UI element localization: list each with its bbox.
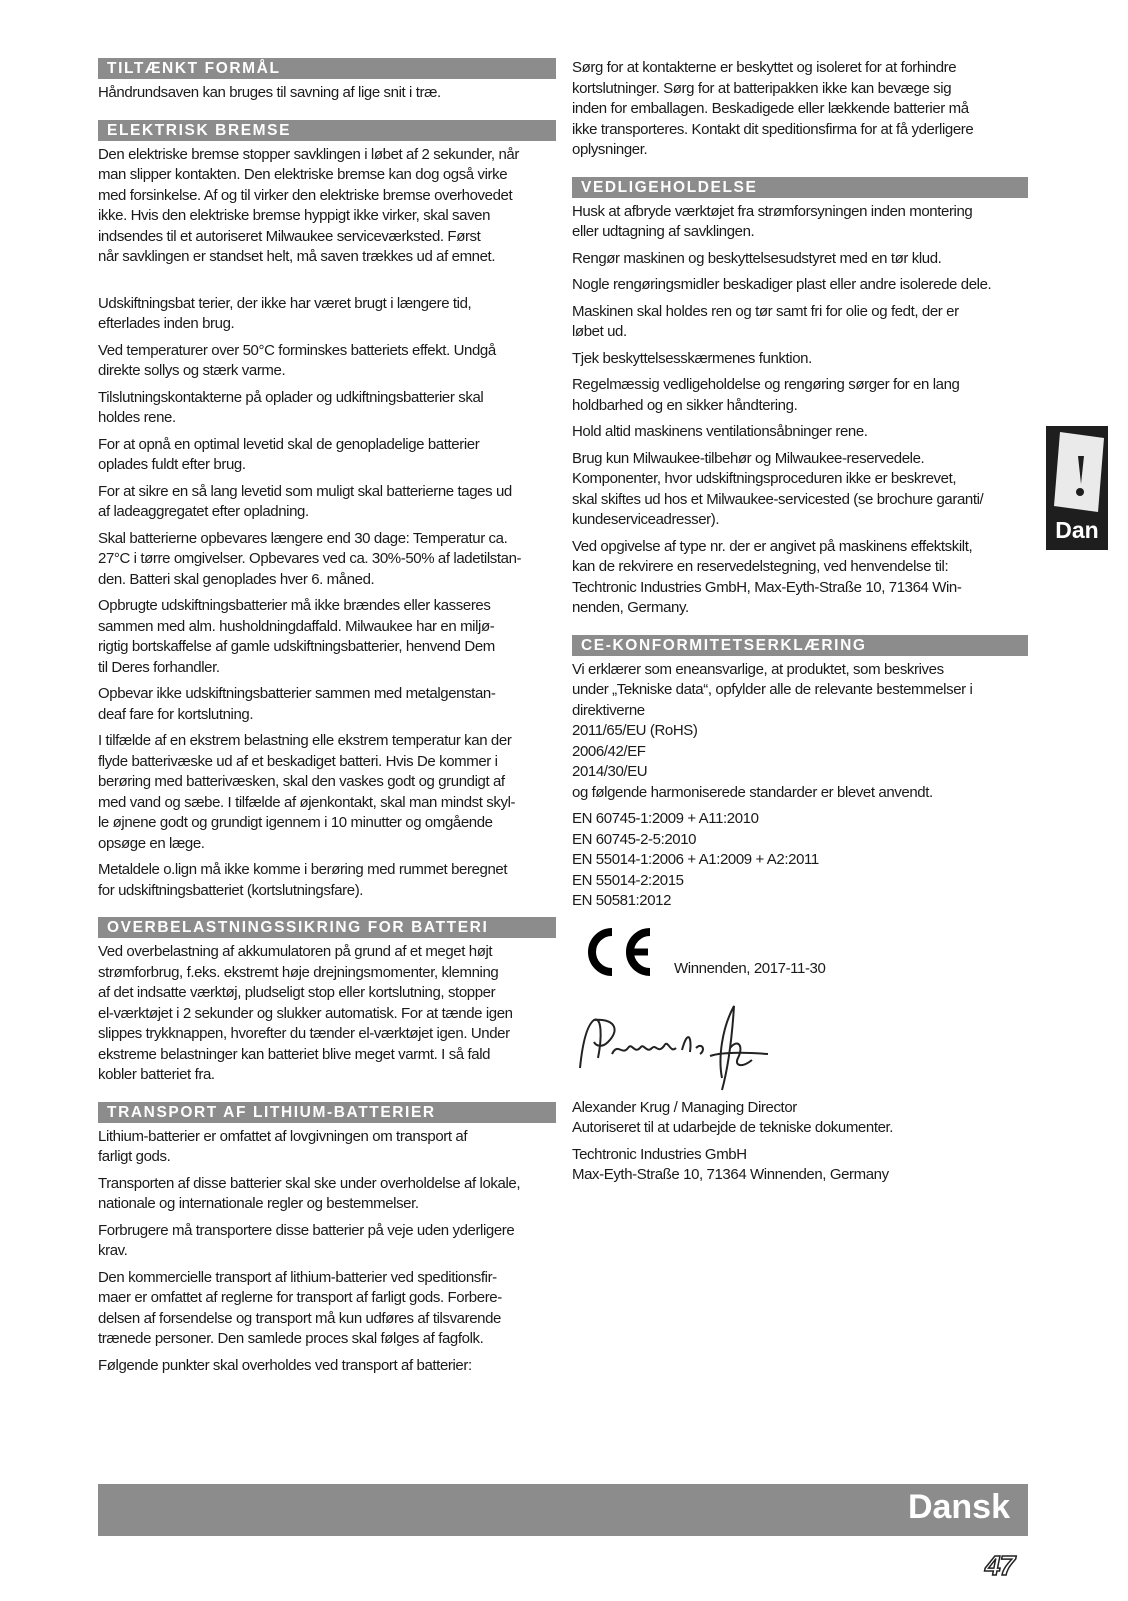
place-date: Winnenden, 2017-11-30 [674, 959, 826, 977]
ce-mark-icon [578, 926, 654, 978]
tab-label: Dan [1055, 517, 1099, 543]
paragraph: Nogle rengøringsmidler beskadiger plast eller andre isolerede dele. [572, 276, 992, 293]
spacer [98, 274, 556, 294]
paragraph: Vi erklærer som eneansvarlige, at produktet, som beskrives under „Tekniske data“, opfylder alle de relevante bestemmelser i direktiverne 2011/65/EU (RoHS) 2006/42/EF 2014/30/EU og følgende harmoniserede standarder er blevet anvendt. [572, 660, 973, 801]
paragraph: Tilslutningskontakterne på oplader og udkiftningsbatterier skal holdes rene. [98, 388, 484, 426]
paragraph: Maskinen skal holdes ren og tør samt fri for olie og fedt, der er løbet ud. [572, 302, 959, 340]
right-column [572, 58, 1028, 1192]
standards-list: EN 60745-1:2009 + A11:2010 EN 60745-2-5:2010 EN 55014-1:2006 + A1:2009 + A2:2011 EN 55014-2:2015 EN 50581:2012 [572, 810, 819, 909]
paragraph: For at sikre en så lang levetid som muligt skal batterierne tages ud af ladeaggregatet efter opladning. [98, 482, 512, 520]
paragraph: Husk at afbryde værktøjet fra strømforsyningen inden montering eller udtagning af savklingen. [572, 202, 973, 240]
paragraph: I tilfælde af en ekstrem belastning elle ekstrem temperatur kan der flyde batterivæske ud af et beskadiget batteri. Hvis De kommer i berøring med batterivæsken, skal den vaskes godt og grundigt af med vand og sæbe. I tilfælde af øjenkontakt, skal man mindst skyl- le øjnene godt og grundigt igennem i 10 minutter og omgående opsøge en læge. [98, 732, 516, 852]
paragraph: Opbevar ikke udskiftningsbatterier sammen med metalgenstan- deaf fare for kortslutning. [98, 685, 496, 723]
heading-vedligeholdelse: VEDLIGEHOLDELSE [572, 177, 1028, 198]
paragraph: Tjek beskyttelsesskærmenes funktion. [572, 349, 812, 367]
signature-icon [572, 998, 1028, 1098]
language-tab [1046, 426, 1108, 550]
paragraph: Regelmæssig vedligeholdelse og rengøring sørger for en lang holdbarhed og en sikker håndtering. [572, 376, 960, 414]
page-number: 47 [985, 1550, 1015, 1581]
paragraph: Udskiftningsbat terier, der ikke har været brugt i længere tid, efterlades inden brug. [98, 294, 472, 332]
paragraph: Opbrugte udskiftningsbatterier må ikke brændes eller kasseres sammen med alm. husholdningdaffald. Milwaukee har en miljø- rigtig bortskaffelse af gamle udskiftningsbatterier, henvend Dem til Deres forhandler. [98, 597, 495, 676]
paragraph: Ved opgivelse af type nr. der er angivet på maskinens effektskilt, kan de rekvirere en reservedelstegning, ved henvendelse til: Techtronic Industries GmbH, Max-Eyth-Straße 10, 71364 Win- nenden, Germany. [572, 537, 973, 616]
heading-elektrisk-bremse: ELEKTRISK BREMSE [98, 120, 556, 141]
heading-overbelastningssikring: OVERBELASTNINGSSIKRING FOR BATTERI [98, 917, 556, 938]
paragraph: Skal batterierne opbevares længere end 30 dage: Temperatur ca. 27°C i tørre omgivelser. Opbevares ved ca. 30%-50% af ladetilstan- den. Batteri skal genoplades hver 6. måned. [98, 529, 522, 588]
paragraph: Ved temperaturer over 50°C forminskes batteriets effekt. Undgå direkte sollys og stærk varme. [98, 341, 496, 379]
paragraph: Sørg for at kontakterne er beskyttet og isoleret for at forhindre kortslutninger. Sørg for at batteripakken ikke kan bevæge sig inden for emballagen. Beskadigede eller lækkende batterier må ikke transporteres. Kontakt dit speditionsfirma for at få yderligere oplysninger. [572, 59, 974, 158]
paragraph: Følgende punkter skal overholdes ved transport af batterier: [98, 1356, 472, 1374]
footer-language: Dansk [907, 1488, 1010, 1526]
paragraph: Brug kun Milwaukee-tilbehør og Milwaukee-reservedele. Komponenter, hvor udskiftningsproceduren ikke er beskrevet, skal skiftes ud hos et Milwaukee-servicested (se brochure garanti/ kundeserviceadresser). [572, 449, 984, 528]
paragraph: Hold altid maskinens ventilationsåbninger rene. [572, 423, 868, 440]
paragraph: Den kommercielle transport af lithium-batterier ved speditionsfir- maer er omfattet af reglerne for transport af farligt gods. Forbere- delsen af forsendelse og transport må kun udføres af tilsvarende trænede personer. Den samlede proces skal følges af fagfolk. [98, 1268, 502, 1347]
warning-icon [1046, 426, 1108, 518]
paragraph: Transporten af disse batterier skal ske under overholdelse af lokale, nationale og internationale regler og bestemmelser. [98, 1174, 521, 1212]
address: Techtronic Industries GmbH Max-Eyth-Straße 10, 71364 Winnenden, Germany [572, 1145, 889, 1183]
paragraph: Lithium-batterier er omfattet af lovgivningen om transport af farligt gods. [98, 1127, 468, 1165]
paragraph: For at opnå en optimal levetid skal de genopladelige batterier oplades fuldt efter brug. [98, 435, 480, 473]
paragraph: Metaldele o.lign må ikke komme i berøring med rummet beregnet for udskiftningsbatteriet (kortslutningsfare). [98, 861, 508, 899]
ce-row [572, 926, 1028, 994]
heading-transport: TRANSPORT AF LITHIUM-BATTERIER [98, 1102, 556, 1123]
paragraph: Håndrundsaven kan bruges til savning af lige snit i træ. [98, 84, 441, 101]
paragraph: Rengør maskinen og beskyttelsesudstyret med en tør klud. [572, 249, 942, 267]
footer-bar [98, 1484, 1028, 1536]
heading-tiltaenkt-formaal: TILTÆNKT FORMÅL [98, 58, 556, 79]
left-column [98, 58, 556, 1382]
signatory: Alexander Krug / Managing Director Autoriseret til at udarbejde de tekniske dokumenter. [572, 1098, 894, 1136]
paragraph: Den elektriske bremse stopper savklingen i løbet af 2 sekunder, når man slipper kontakten. Den elektriske bremse kan dog også virke med forsinkelse. Af og til virker den elektriske bremse overhovedet ikke. Hvis den elektriske bremse hyppigt ikke virker, skal saven indsendes til et autoriseret Milwaukee serviceværksted. Først når savklingen er standset helt, må saven trækkes ud af emnet. [98, 145, 519, 265]
paragraph: Ved overbelastning af akkumulatoren på grund af et meget højt strømforbrug, f.eks. ekstremt høje drejningsmomenter, klemning af det indsatte værktøj, pludseligt stop eller kortslutning, stopper el-værktøjet i 2 sekunder og slukker automatisk. For at tænde igen slippes trykknappen, hvorefter du tænder el-værktøjet igen. Under ekstreme belastninger kan batteriet blive meget varmt. I så fald kobler batteriet fra. [98, 943, 513, 1083]
heading-ce-konformitet: CE-KONFORMITETSERKLÆRING [572, 635, 1028, 656]
paragraph: Forbrugere må transportere disse batterier på veje uden yderligere krav. [98, 1221, 515, 1259]
